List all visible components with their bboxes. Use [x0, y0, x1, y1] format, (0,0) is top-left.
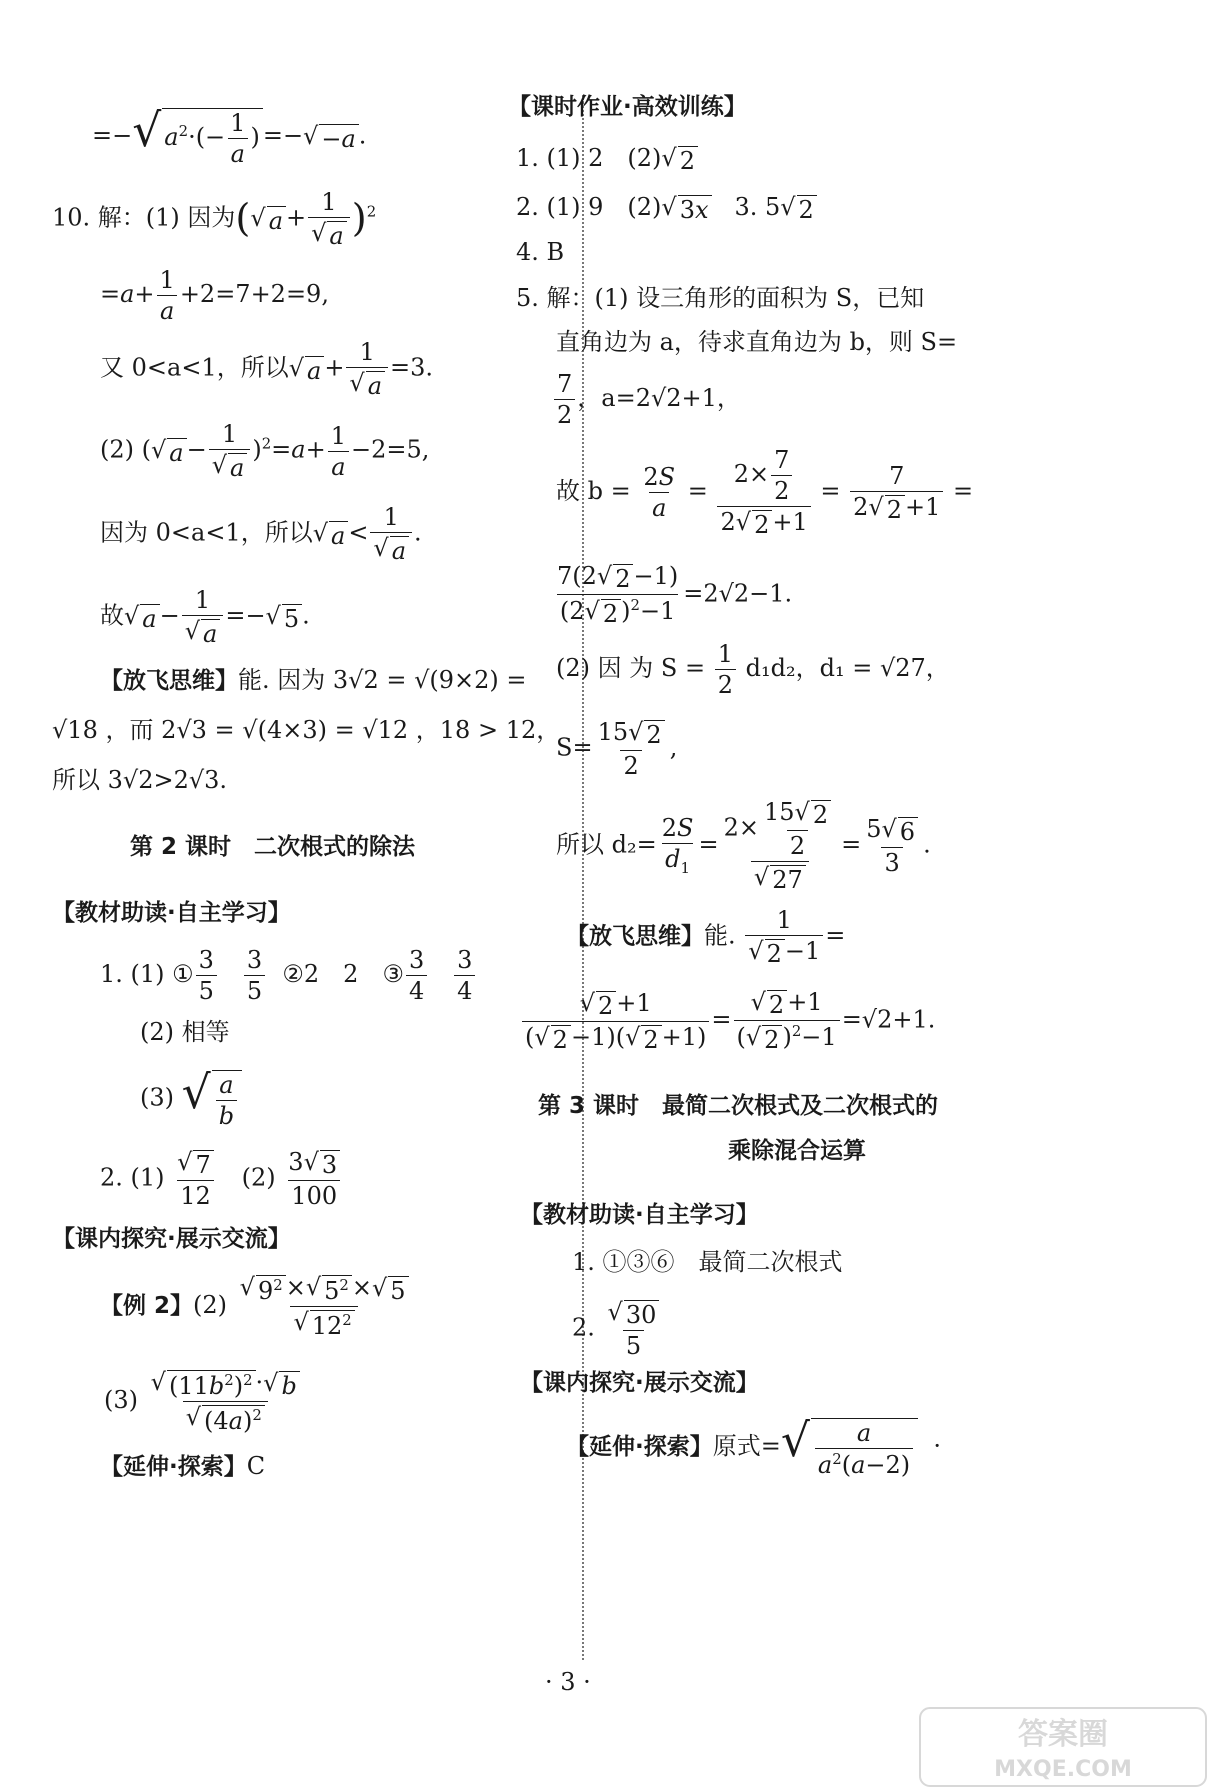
r-line-5c: $\frac{7}{2}$ ，a=2√2+1，	[552, 372, 741, 427]
r5h-text: 所以 d₂=	[556, 830, 657, 859]
fangfei-tag: 【放飞思维】	[100, 668, 238, 694]
r-line-5e: 7(2 √ 2 −1) (2 √ 2 )$^2$−1 =2√2−1.	[557, 562, 793, 628]
r5e-text: =2√2−1.	[683, 579, 793, 608]
q10-d-text: 因为 0<a<1，所以	[100, 518, 313, 547]
r2-text: 2. (1) 9 (2)	[516, 193, 662, 221]
left-yanshen	[100, 1454, 265, 1479]
r-line-5d: 故 b = $\frac{2S}{a}$ = 2× $\frac{7}{2}$ 2 √ 2 +1 = 7 2 √ 2 +1 =	[556, 446, 974, 539]
l2-q1-line-3: (3) √ $\frac{a}{b}$	[140, 1070, 242, 1128]
r-line-5b: 直角边为 a，待求直角边为 b，则 S=	[556, 328, 958, 356]
q10-line-6: 故 √ a − 1 √ a =− √ 5 .	[100, 586, 310, 648]
left-fangfei-line-2: √18 ，而 2√3 = √(4×3) = √12 ，18 > 12，	[52, 716, 561, 744]
r-fangfei-line-1: 【放飞思维】能. 1 √ 2 −1 =	[566, 906, 846, 968]
right-section-homework: 【课时作业·高效训练】	[508, 94, 747, 120]
q2-mid: (2)	[241, 1163, 276, 1192]
s2-label: 2.	[572, 1313, 595, 1342]
svg-text:答案圈: 答案圈	[1018, 1717, 1108, 1752]
r-line-5h: 所以 d₂= $\frac{2S}{d_1}$ = 2× 15 √ 2 2 √ 27 = 5 √ 6 3 .	[556, 798, 931, 894]
ex2-part2: 【例 2】(2) √ $9^2$ × √ $5^2$ × √ 5 √ $12^2$	[100, 1275, 414, 1338]
q2-label: 2. (1)	[100, 1163, 165, 1192]
watermark-logo	[918, 1706, 1208, 1788]
left-fangfei-line-1	[100, 668, 527, 693]
left-line-1: =− √ $a^2\cdot(-$ $\frac{1}{a}$ ) =− √ −a .	[92, 104, 367, 168]
ex2-part3: (3) √ $(11b^2)^2$ · √ b √ $(4a)^2$	[104, 1370, 305, 1433]
r-line-5g: S= 15 √ 2 2 ,	[556, 718, 678, 780]
q10-line-1: 10. 解：(1) 因为( √ a + 1 √ a )$^2$	[52, 188, 377, 250]
q10-b-text: 又 0<a<1，所以	[100, 353, 289, 382]
q1-label: 1. (1) ①	[100, 960, 194, 988]
left-section-ketang: 【课内探究·展示交流】	[52, 1226, 291, 1252]
r-fangfei-line-2: √ 2 +1 ( √ 2 −1)( √ 2 +1) = √ 2 +1 ( √ 2 )$^2$−1 =√2+1.	[520, 990, 935, 1052]
yanshen-tag: 【延伸·探索】	[100, 1454, 247, 1480]
fangfei-text: 能. 因为 3√2 = √(9×2) =	[238, 666, 527, 694]
ex2-tag: 【例 2】	[100, 1293, 194, 1319]
left-section-jiaocai: 【教材助读·自主学习】	[52, 900, 291, 926]
l2-q1-line-1: 1. (1) ① $\frac{3}{5}$ $\frac{3}{5}$ ②2 2 ③ $\frac{3}{4}$ $\frac{3}{4}$	[100, 948, 477, 1003]
q10-e-text: 故	[100, 601, 124, 630]
r-line-1: 1. (1) 2 (2) √ 2	[516, 146, 698, 173]
q10-line-5: 因为 0<a<1，所以 √ a < 1 √ a .	[100, 503, 422, 565]
q10-label: 10. 解：(1) 因为	[52, 203, 236, 232]
r5f2-text: d₁d₂，d₁ = √27，	[745, 654, 950, 682]
r-fangfei-tag: 【放飞思维】	[566, 923, 704, 950]
right-section-jiaocai: 【教材助读·自主学习】	[520, 1202, 759, 1228]
ex2-2-label: (2)	[193, 1291, 228, 1319]
ex2-3-label: (3)	[104, 1386, 138, 1414]
r2b-text: 3. 5	[734, 193, 781, 221]
r-line-4: 4. B	[516, 238, 565, 266]
q10-line-4: (2) ( √ a − 1 √ a )$^2$=a+ $\frac{1}{a}$ −2=5,	[100, 420, 430, 482]
r5d-text: 故 b =	[556, 477, 631, 505]
r1-text: 1. (1) 2 (2)	[516, 144, 662, 172]
q10-line-2: =a+ $\frac{1}{a}$ +2=7+2=9,	[100, 266, 329, 325]
lesson3-title-2: 乘除混合运算	[728, 1138, 866, 1164]
r-line-5f: (2) 因 为 S = $\frac{1}{2}$ d₁d₂，d₁ = √27，	[556, 640, 950, 699]
radical: √ $a^2\cdot(-$ $\frac{1}{a}$ )	[132, 108, 263, 166]
right-section-ketang: 【课内探究·展示交流】	[520, 1370, 759, 1396]
q1-p3-label: (3)	[140, 1083, 174, 1112]
lesson3-title-1: 第 3 课时 最简二次根式及二次根式的	[538, 1093, 939, 1119]
r-yanshen: 【延伸·探索】原式= √ $\frac{a}{a^2(a-2)}$ ·	[566, 1414, 942, 1479]
r-line-2: 2. (1) 9 (2) √ 3x 3. 5 √ 2	[516, 195, 817, 222]
r-s2: 2. √ 30 5	[572, 1300, 664, 1358]
q10-line-3: 又 0<a<1，所以 √ a + 1 √ a =3.	[100, 338, 434, 400]
lesson2-title: 第 2 课时 二次根式的除法	[130, 834, 416, 860]
l2-q1-line-2: (2) 相等	[140, 1018, 230, 1046]
svg-text:MXQE.COM: MXQE.COM	[994, 1757, 1132, 1782]
r-fangfei-end: =√2+1.	[841, 1005, 936, 1034]
r-yanshen-text: 原式=	[712, 1432, 781, 1460]
q1-part2: ②2 2 ③	[282, 960, 404, 988]
r-yanshen-end: ·	[933, 1432, 942, 1460]
r-fangfei-text: 能.	[704, 921, 736, 950]
r-line-5a: 5. 解：(1) 设三角形的面积为 S，已知	[516, 284, 925, 312]
page-number: · 3 ·	[545, 1668, 591, 1696]
r5g-text: S=	[556, 733, 593, 762]
l2-q2: 2. (1) √ 7 12 (2) 3 √ 3 100	[100, 1150, 345, 1208]
r-yanshen-tag: 【延伸·探索】	[566, 1434, 713, 1460]
r5f-text: (2) 因 为 S =	[556, 654, 706, 682]
left-fangfei-line-3: 所以 3√2>2√3.	[52, 766, 228, 794]
r5c-text: ，a=2√2+1，	[577, 384, 741, 412]
r-s1: 1. ①③⑥ 最简二次根式	[572, 1248, 843, 1276]
yanshen-answer: C	[246, 1452, 266, 1480]
